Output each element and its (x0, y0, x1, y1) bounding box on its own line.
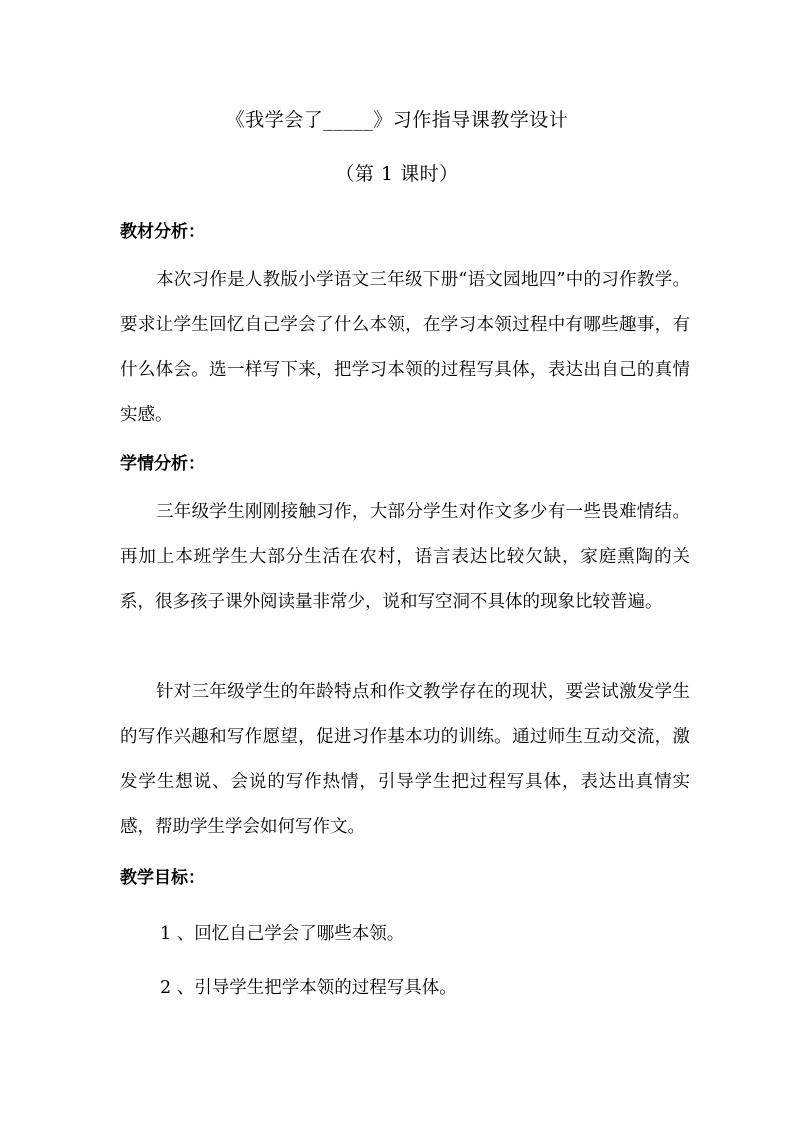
teaching-goal-item-1: 1 、回忆自己学会了哪些本领。 (160, 924, 405, 944)
paragraph-textbook-analysis: 本次习作是人教版小学语文三年级下册“语文园地四”中的习作教学。要求让学生回忆自己学会了什么本领，在学习本领过程中有哪些趣事，有什么体会。选一样写下来，把学习本领的过程写具体，表达出自己的真情实感。 (120, 270, 690, 425)
section-heading-teaching-goals: 教学目标： (120, 868, 205, 888)
document-subtitle: （第 1 课时） (335, 163, 459, 185)
section-heading-textbook-analysis: 教材分析： (120, 222, 205, 242)
teaching-goal-item-2: 2 、引导学生把学本领的过程写具体。 (160, 978, 457, 998)
section-heading-student-analysis: 学情分析： (120, 454, 205, 474)
document-title: 《我学会了_____》习作指导课教学设计 (225, 109, 569, 131)
paragraph-student-analysis-1: 三年级学生刚刚接触习作，大部分学生对作文多少有一些畏难情结。再加上本班学生大部分生活在农村，语言表达比较欠缺，家庭熏陶的关系，很多孩子课外阅读量非常少，说和写空洞不具体的现象比较普遍。 (120, 502, 690, 612)
paragraph-student-analysis-2: 针对三年级学生的年龄特点和作文教学存在的现状，要尝试激发学生的写作兴趣和写作愿望，促进习作基本功的训练。通过师生互动交流，激发学生想说、会说的写作热情，引导学生把过程写具体，表达出真情实感，帮助学生学会如何写作文。 (120, 682, 690, 837)
